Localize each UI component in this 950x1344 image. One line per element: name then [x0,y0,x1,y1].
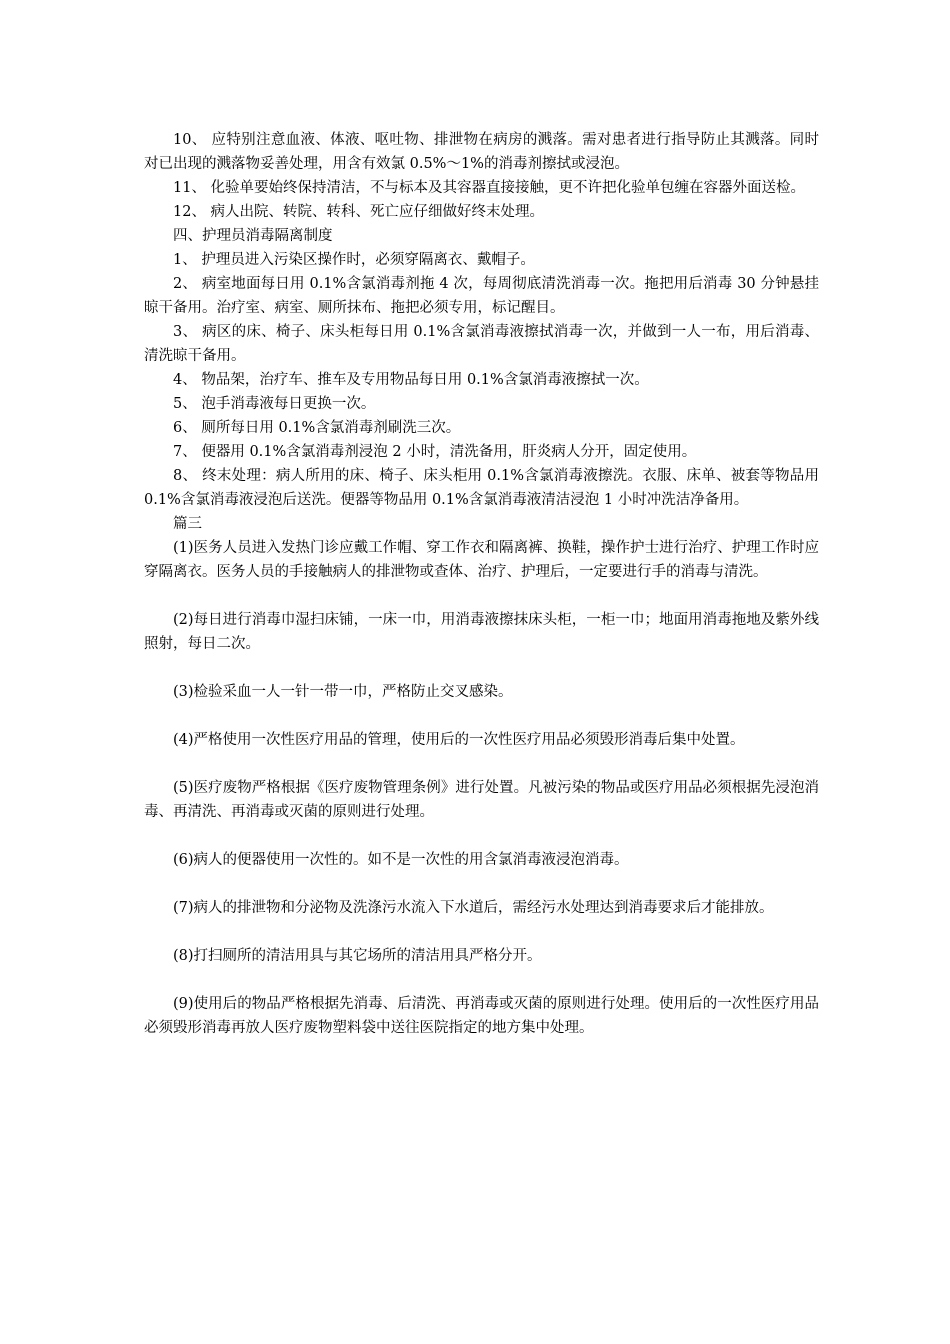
list-item-p2: (2)每日进行消毒巾湿扫床铺，一床一巾，用消毒液擦抹床头柜，一柜一巾；地面用消毒拖地及紫外线照射，每日二次。 [144,612,819,652]
paragraph-rule-7: 7、 便器用 0.1%含氯消毒剂浸泡 2 小时，清洗备用，肝炎病人分开，固定使用。 [173,444,697,460]
list-item-p6: (6)病人的便器使用一次性的。如不是一次性的用含氯消毒液浸泡消毒。 [173,852,629,868]
section-heading-4: 四、护理员消毒隔离制度 [173,228,333,244]
list-item-p9: (9)使用后的物品严格根据先消毒、后清洗、再消毒或灭菌的原则进行处理。使用后的一次性医疗用品必须毁形消毒再放人医疗废物塑料袋中送往医院指定的地方集中处理。 [144,996,819,1036]
list-item-p3: (3)检验采血一人一针一带一巾，严格防止交叉感染。 [173,684,513,700]
paragraph-rule-8: 8、 终末处理：病人所用的床、椅子、床头柜用 0.1%含氯消毒液擦洗。衣服、床单、被套等物品用 0.1%含氯消毒液浸泡后送洗。便器等物品用 0.1%含氯消毒液清洁浸泡 1 小时冲洗洁净备用。 [144,468,819,508]
paragraph-rule-5: 5、 泡手消毒液每日更换一次。 [173,396,376,412]
paragraph-rule-1: 1、 护理员进入污染区操作时，必须穿隔离衣、戴帽子。 [173,252,535,268]
paragraph-rule-2: 2、 病室地面每日用 0.1%含氯消毒剂拖 4 次，每周彻底清洗消毒一次。拖把用后消毒 30 分钟悬挂晾干备用。治疗室、病室、厕所抹布、拖把必须专用，标记醒目。 [144,276,819,316]
part-heading-3: 篇三 [173,516,202,532]
paragraph-item-12: 12、 病人出院、转院、转科、死亡应仔细做好终末处理。 [173,204,545,220]
list-item-p4: (4)严格使用一次性医疗用品的管理，使用后的一次性医疗用品必须毁形消毒后集中处置。 [173,732,745,748]
list-item-p7: (7)病人的排泄物和分泌物及洗涤污水流入下水道后，需经污水处理达到消毒要求后才能排放。 [173,900,774,916]
paragraph-rule-4: 4、 物品架，治疗车、推车及专用物品每日用 0.1%含氯消毒液擦拭一次。 [173,372,649,388]
list-item-p5: (5)医疗废物严格根据《医疗废物管理条例》进行处置。凡被污染的物品或医疗用品必须根据先浸泡消毒、再清洗、再消毒或灭菌的原则进行处理。 [144,780,819,820]
list-item-p1: (1)医务人员进入发热门诊应戴工作帽、穿工作衣和隔离裤、换鞋，操作护士进行治疗、护理工作时应穿隔离衣。医务人员的手接触病人的排泄物或查体、治疗、护理后，一定要进行手的消毒与清洗。 [144,540,819,580]
list-item-p8: (8)打扫厕所的清洁用具与其它场所的清洁用具严格分开。 [173,948,542,964]
paragraph-rule-6: 6、 厕所每日用 0.1%含氯消毒剂刷洗三次。 [173,420,461,436]
paragraph-rule-3: 3、 病区的床、椅子、床头柜每日用 0.1%含氯消毒液擦拭消毒一次，并做到一人一布，用后消毒、清洗晾干备用。 [144,324,819,364]
document-body [144,128,819,1040]
paragraph-item-10: 10、 应特别注意血液、体液、呕吐物、排泄物在病房的溅落。需对患者进行指导防止其溅落。同时对已出现的溅落物妥善处理，用含有效氯 0.5%～1%的消毒剂擦拭或浸泡。 [144,132,819,172]
paragraph-item-11: 11、 化验单要始终保持清洁，不与标本及其容器直接接触，更不许把化验单包缠在容器外面送检。 [173,180,806,196]
